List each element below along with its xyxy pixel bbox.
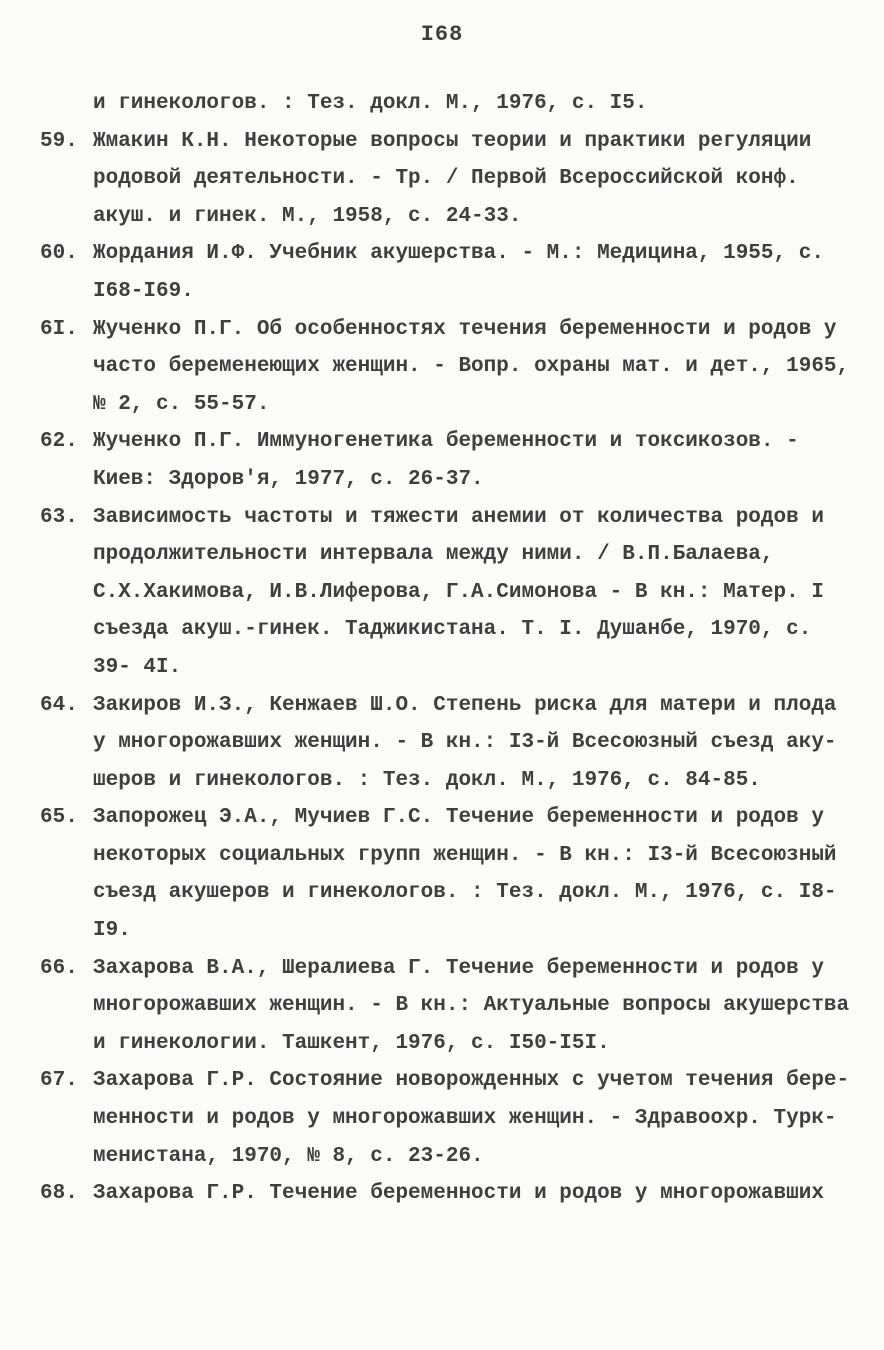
reference-entry-62	[40, 423, 850, 498]
reference-text-line: № 2, с. 55-57.	[93, 392, 270, 416]
reference-text-line: родовой деятельности. - Тр. / Первой Всероссийской конф.	[93, 167, 799, 191]
reference-text-line: шеров и гинекологов. : Тез. докл. М., 1976, с. 84-85.	[93, 768, 761, 792]
reference-number: 59.	[40, 129, 78, 153]
reference-text-line: Киев: Здоров'я, 1977, с. 26-37.	[93, 467, 484, 491]
reference-text-line: менности и родов у многорожавших женщин. - Здравоохр. Турк-	[93, 1107, 837, 1131]
reference-text-line: Захарова В.А., Шералиева Г. Течение беременности и родов у	[93, 956, 824, 980]
reference-number: 63.	[40, 505, 78, 529]
reference-number: 65.	[40, 806, 78, 830]
reference-text-line: Жученко П.Г. Иммуногенетика беременности и токсикозов. -	[93, 430, 799, 454]
reference-entry-60	[40, 235, 850, 310]
reference-number: 64.	[40, 693, 78, 717]
reference-text-line: многорожавших женщин. - В кн.: Актуальные вопросы акушерства	[93, 994, 850, 1018]
reference-entry-65	[40, 799, 850, 949]
reference-number: 68.	[40, 1182, 78, 1206]
reference-entry-66	[40, 950, 850, 1063]
reference-text-line: продолжительности интервала между ними. / В.П.Балаева,	[93, 543, 774, 567]
reference-text-line: I9.	[93, 919, 131, 943]
reference-text-line: Захарова Г.Р. Состояние новорожденных с учетом течения бере-	[93, 1069, 850, 1093]
reference-text-line: у многорожавших женщин. - В кн.: I3-й Всесоюзный съезд аку-	[93, 731, 837, 755]
reference-entry-63	[40, 499, 850, 687]
reference-number: 60.	[40, 242, 78, 266]
reference-text-line: Жмакин К.Н. Некоторые вопросы теории и практики регуляции	[93, 129, 812, 153]
reference-text-line: часто беременеющих женщин. - Вопр. охраны мат. и дет., 1965,	[93, 355, 850, 379]
reference-text-line: Закиров И.З., Кенжаев Ш.О. Степень риска для матери и плода	[93, 693, 837, 717]
reference-text-line: 39- 4I.	[93, 655, 182, 679]
reference-text-line: съезда акуш.-гинек. Таджикистана. Т. I. Душанбе, 1970, с.	[93, 618, 812, 642]
page-number: I68	[420, 22, 464, 47]
reference-text-line: съезд акушеров и гинекологов. : Тез. докл. М., 1976, с. I8-	[93, 881, 837, 905]
reference-list	[40, 85, 850, 1213]
continuation-line: и гинекологов. : Тез. докл. М., 1976, с. I5.	[93, 92, 648, 115]
reference-text-line: и гинекологии. Ташкент, 1976, с. I50-I5I.	[93, 1031, 610, 1055]
reference-entry-64	[40, 687, 850, 800]
reference-entry-61	[40, 311, 850, 424]
reference-text-line: акуш. и гинек. М., 1958, с. 24-33.	[93, 204, 522, 228]
reference-number: 67.	[40, 1069, 78, 1093]
reference-number: 6I.	[40, 317, 78, 341]
reference-text-line: Жученко П.Г. Об особенностях течения беременности и родов у	[93, 317, 837, 341]
reference-text-line: I68-I69.	[93, 279, 194, 303]
reference-number: 66.	[40, 956, 78, 980]
reference-text-line: менистана, 1970, № 8, с. 23-26.	[93, 1144, 484, 1168]
reference-text-line: Запорожец Э.А., Мучиев Г.С. Течение беременности и родов у	[93, 806, 824, 830]
reference-number: 62.	[40, 430, 78, 454]
reference-entry-67	[40, 1062, 850, 1175]
reference-entry-59	[40, 123, 850, 236]
reference-text-line: Жордания И.Ф. Учебник акушерства. - М.: Медицина, 1955, с.	[93, 242, 824, 266]
reference-text-line: некоторых социальных групп женщин. - В кн.: I3-й Всесоюзный	[93, 843, 837, 867]
reference-text-line: С.Х.Хакимова, И.В.Лиферова, Г.А.Симонова - В кн.: Матер. I	[93, 580, 824, 604]
reference-text-line: Захарова Г.Р. Течение беременности и родов у многорожавших	[93, 1182, 824, 1206]
reference-text-line: Зависимость частоты и тяжести анемии от количества родов и	[93, 505, 824, 529]
reference-entry-68	[40, 1175, 850, 1213]
